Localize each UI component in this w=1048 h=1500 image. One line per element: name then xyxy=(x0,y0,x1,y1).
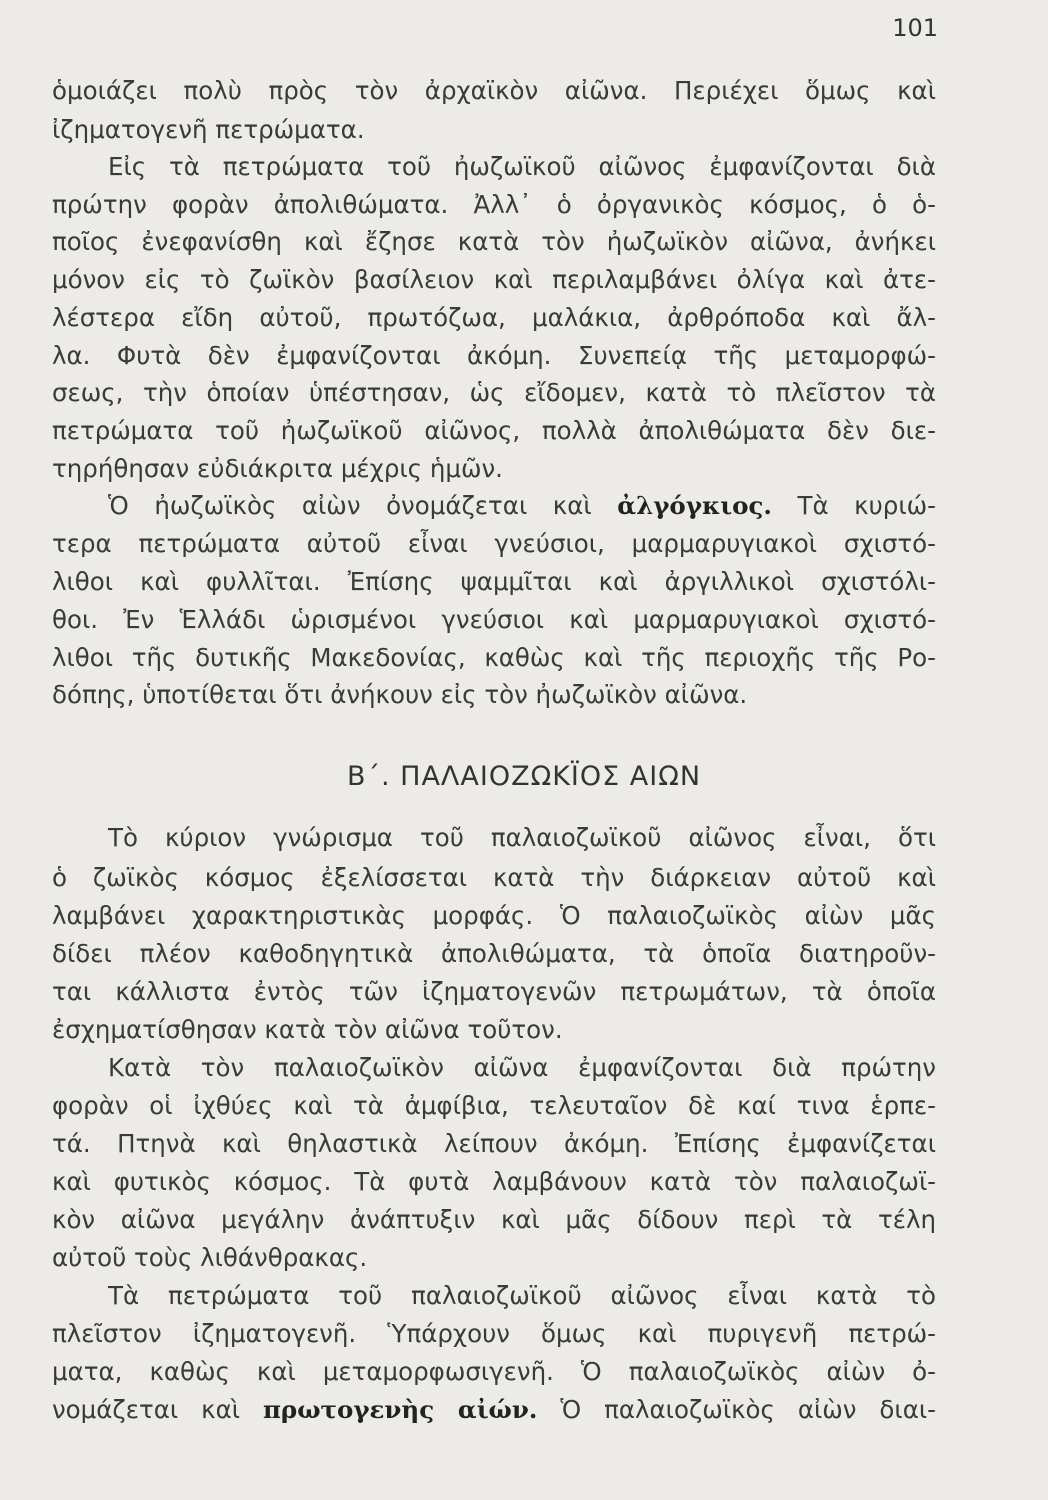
text-line: ἐσχηματίσθησαν κατὰ τὸν αἰῶνα τοῦτον. xyxy=(52,1015,563,1044)
text-line: πλεῖστον ἰζηματογενῆ. Ὑπάρχουν ὅμως καὶ πυριγενῆ πετρώ- xyxy=(52,1319,936,1348)
text-run: Τὰ κυριώ- xyxy=(771,491,936,520)
text-line: Κατὰ τὸν παλαιοζωϊκὸν αἰῶνα ἐμφανίζονται διὰ πρώτην xyxy=(108,1053,936,1082)
text-line: λέστερα εἴδη αὐτοῦ, πρωτόζωα, μαλάκια, ἀρθρόποδα καὶ ἄλ- xyxy=(52,303,936,332)
text-run: Ὁ παλαιοζωϊκὸς αἰὼν διαι- xyxy=(537,1395,936,1424)
text-line: φορὰν οἱ ἰχθύες καὶ τὰ ἀμφίβια, τελευταῖον δὲ καί τινα ἑρπε- xyxy=(52,1091,936,1120)
text-run: Ὁ ἠωζωϊκὸς αἰὼν ὀνομάζεται καὶ xyxy=(108,491,618,520)
text-line: ὁ ζωϊκὸς κόσμος ἐξελίσσεται κατὰ τὴν διάρκειαν αὐτοῦ καὶ xyxy=(52,863,936,892)
text-line: θοι. Ἐν Ἑλλάδι ὡρισμένοι γνεύσιοι καὶ μαρμαρυγιακοὶ σχιστό- xyxy=(52,605,936,634)
bold-term: πρωτογενὴς αἰών. xyxy=(262,1395,538,1424)
text-line: τηρήθησαν εὐδιάκριτα μέχρις ἡμῶν. xyxy=(52,454,503,483)
text-line xyxy=(52,1395,936,1424)
section-heading: Β΄. ΠΑΛΑΙΟΖΩΚΪΟΣ ΑΙΩΝ xyxy=(346,761,702,792)
text-line: δόπης, ὑποτίθεται ὅτι ἀνήκουν εἰς τὸν ἠωζωϊκὸν αἰῶνα. xyxy=(52,680,748,709)
text-line: ται κάλλιστα ἐντὸς τῶν ἰζηματογενῶν πετρωμάτων, τὰ ὁποῖα xyxy=(52,977,936,1006)
text-line: τερα πετρώματα αὐτοῦ εἶναι γνεύσιοι, μαρμαρυγιακοὶ σχιστό- xyxy=(52,529,936,558)
text-line: δίδει πλέον καθοδηγητικὰ ἀπολιθώματα, τὰ ὁποῖα διατηροῦν- xyxy=(52,939,936,968)
text-line: Εἰς τὰ πετρώματα τοῦ ἠωζωϊκοῦ αἰῶνος ἐμφανίζονται διὰ xyxy=(108,152,936,181)
text-line: πετρώματα τοῦ ἠωζωϊκοῦ αἰῶνος, πολλὰ ἀπολιθώματα δὲν διε- xyxy=(52,416,936,445)
page-number: 101 xyxy=(892,14,938,42)
text-line: λαμβάνει χαρακτηριστικὰς μορφάς. Ὁ παλαιοζωϊκὸς αἰὼν μᾶς xyxy=(52,901,936,930)
text-line: ὁμοιάζει πολὺ πρὸς τὸν ἀρχαϊκὸν αἰῶνα. Περιέχει ὅμως καὶ xyxy=(52,76,936,105)
text-line: ἰζηματογενῆ πετρώματα. xyxy=(52,115,365,144)
text-line: Τὰ πετρώματα τοῦ παλαιοζωϊκοῦ αἰῶνος εἶναι κατὰ τὸ xyxy=(108,1281,936,1310)
text-line: λιθοι τῆς δυτικῆς Μακεδονίας, καθὼς καὶ τῆς περιοχῆς τῆς Ρο- xyxy=(52,643,936,672)
text-line: σεως, τὴν ὁποίαν ὑπέστησαν, ὡς εἴδομεν, κατὰ τὸ πλεῖστον τὰ xyxy=(52,378,936,407)
text-line: ματα, καθὼς καὶ μεταμορφωσιγενῆ. Ὁ παλαιοζωϊκὸς αἰὼν ὀ- xyxy=(52,1357,936,1386)
text-line: αὐτοῦ τοὺς λιθάνθρακας. xyxy=(52,1243,368,1272)
text-line: ποῖος ἐνεφανίσθη καὶ ἔζησε κατὰ τὸν ἠωζωϊκὸν αἰῶνα, ἀνήκει xyxy=(52,227,936,256)
text-run: νομάζεται καὶ xyxy=(52,1395,263,1424)
text-line: πρώτην φορὰν ἀπολιθώματα. Ἀλλ᾽ ὁ ὀργανικὸς κόσμος, ὁ ὁ- xyxy=(52,190,936,219)
bold-term: ἀλγόγκιος. xyxy=(617,491,772,520)
text-line: κὸν αἰῶνα μεγάλην ἀνάπτυξιν καὶ μᾶς δίδουν περὶ τὰ τέλη xyxy=(52,1205,936,1234)
text-line: μόνον εἰς τὸ ζωϊκὸν βασίλειον καὶ περιλαμβάνει ὀλίγα καὶ ἀτε- xyxy=(52,265,936,294)
text-line xyxy=(108,491,936,520)
text-line: τά. Πτηνὰ καὶ θηλαστικὰ λείπουν ἀκόμη. Ἐπίσης ἐμφανίζεται xyxy=(52,1129,936,1158)
text-line: Τὸ κύριον γνώρισμα τοῦ παλαιοζωϊκοῦ αἰῶνος εἶναι, ὅτι xyxy=(108,823,936,852)
text-line: καὶ φυτικὸς κόσμος. Τὰ φυτὰ λαμβάνουν κατὰ τὸν παλαιοζωϊ- xyxy=(52,1167,936,1196)
text-line: λιθοι καὶ φυλλῖται. Ἐπίσης ψαμμῖται καὶ ἀργιλλικοὶ σχιστόλι- xyxy=(52,567,936,596)
text-line: λα. Φυτὰ δὲν ἐμφανίζονται ἀκόμη. Συνεπείᾳ τῆς μεταμορφώ- xyxy=(52,341,936,370)
